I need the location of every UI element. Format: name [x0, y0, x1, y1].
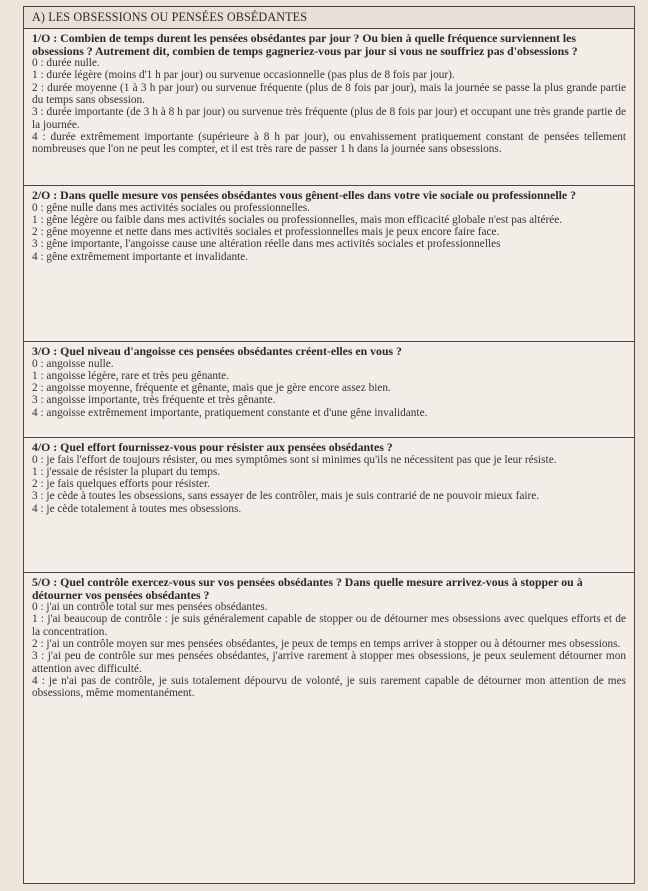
answer-option: 4 : durée extrêmement importante (supérieure à 8 h par jour), ou envahissement pratiquement constant de pensées tellement nombreuses que l'on ne peut les compter, et il est très rare de passer 1 h dans la journée sans obsessions. [32, 130, 626, 156]
answer-option: 0 : j'ai un contrôle total sur mes pensées obsédantes. [32, 601, 268, 614]
answer-option: 3 : durée importante (de 3 h à 8 h par jour) ou survenue très fréquente (plus de 8 fois par jour) et occupant une très grande partie de la journée. [32, 106, 626, 131]
question-text: 3/O : Quel niveau d'angoisse ces pensées obsédantes créent-elles en vous ? [32, 344, 402, 358]
answer-list [32, 57, 626, 155]
answer-option: 1 : angoisse légère, rare et très peu gênante. [32, 369, 229, 382]
answer-option: 1 : j'ai beaucoup de contrôle : je suis généralement capable de stopper ou de détourner mes obsessions avec quelques efforts et de la concentration. [32, 613, 626, 638]
question-block-3 [24, 342, 634, 438]
question-text: 1/O : Combien de temps durent les pensées obsédantes par jour ? Ou bien à quelle fréquence surviennent les obsessions ? Autrement dit, combien de temps gagneriez-vous par jour si vous ne souffriez pas d'obsessions ? [32, 31, 578, 58]
answer-option: 1 : gêne légère ou faible dans mes activités sociales ou professionnelles, mais mon efficacité globale n'est pas altérée. [32, 213, 563, 226]
question-text: 2/O : Dans quelle mesure vos pensées obsédantes vous gênent-elles dans votre vie sociale ou professionnelle ? [32, 188, 576, 202]
answer-option: 4 : angoisse extrêmement importante, pratiquement constante et d'une gêne invalidante. [32, 406, 428, 419]
question-block-5 [24, 573, 634, 779]
answer-option: 2 : gêne moyenne et nette dans mes activités sociales et professionnelles mais je peux encore faire face. [32, 226, 500, 239]
answer-option: 4 : je n'ai pas de contrôle, je suis totalement dépourvu de volonté, je suis rarement capable de détourner mon attention de mes obsessions, même momentanément. [32, 674, 626, 700]
question-block-4 [24, 438, 634, 573]
answer-list [32, 202, 626, 263]
answer-list [32, 601, 626, 699]
answer-option: 4 : je cède totalement à toutes mes obsessions. [32, 502, 242, 515]
answer-list [32, 454, 626, 515]
answer-option: 3 : j'ai peu de contrôle sur mes pensées obsédantes, j'arrive rarement à stopper mes obsessions, je peux seulement détourner mon attention avec difficulté. [32, 650, 626, 675]
answer-option: 2 : j'ai un contrôle moyen sur mes pensées obsédantes, je peux de temps en temps arriver à stopper ou à détourner mes obsessions. [32, 638, 621, 651]
question-block-2 [24, 186, 634, 342]
answer-option: 3 : gêne importante, l'angoisse cause une altération réelle dans mes activités sociales et professionnelles [32, 238, 501, 251]
question-text: 4/O : Quel effort fournissez-vous pour résister aux pensées obsédantes ? [32, 440, 393, 454]
question-text: 5/O : Quel contrôle exercez-vous sur vos pensées obsédantes ? Dans quelle mesure arrivez-vous à stopper ou à détourner vos pensées obsédantes ? [32, 575, 583, 602]
answer-option: 2 : angoisse moyenne, fréquente et gênante, mais que je gère encore assez bien. [32, 382, 391, 395]
answer-option: 2 : je fais quelques efforts pour résister. [32, 478, 210, 491]
question-block-1 [24, 29, 634, 186]
answer-option: 0 : gêne nulle dans mes activités sociales ou professionnelles. [32, 201, 310, 214]
questionnaire-page [23, 6, 635, 884]
answer-option: 3 : angoisse importante, très fréquente et très gênante. [32, 394, 276, 407]
answer-option: 0 : je fais l'effort de toujours résister, ou mes symptômes sont si minimes qu'ils ne nécessitent pas que je leur résiste. [32, 453, 557, 466]
answer-option: 2 : durée moyenne (1 à 3 h par jour) ou survenue fréquente (plus de 8 fois par jour), mais la journée se passe la plus grande partie du temps sans obsession. [32, 81, 626, 107]
answer-option: 3 : je cède à toutes les obsessions, sans essayer de les contrôler, mais je suis contrarié de ne pouvoir mieux faire. [32, 490, 540, 503]
answer-option: 1 : durée légère (moins d'1 h par jour) ou survenue occasionnelle (pas plus de 8 fois par jour). [32, 69, 455, 82]
section-title: A) LES OBSESSIONS OU PENSÉES OBSÉDANTES [24, 7, 634, 29]
answer-option: 0 : durée nulle. [32, 57, 100, 70]
answer-option: 4 : gêne extrêmement importante et invalidante. [32, 250, 249, 263]
answer-option: 1 : j'essaie de résister la plupart du temps. [32, 465, 221, 478]
answer-list [32, 358, 626, 419]
answer-option: 0 : angoisse nulle. [32, 357, 114, 370]
